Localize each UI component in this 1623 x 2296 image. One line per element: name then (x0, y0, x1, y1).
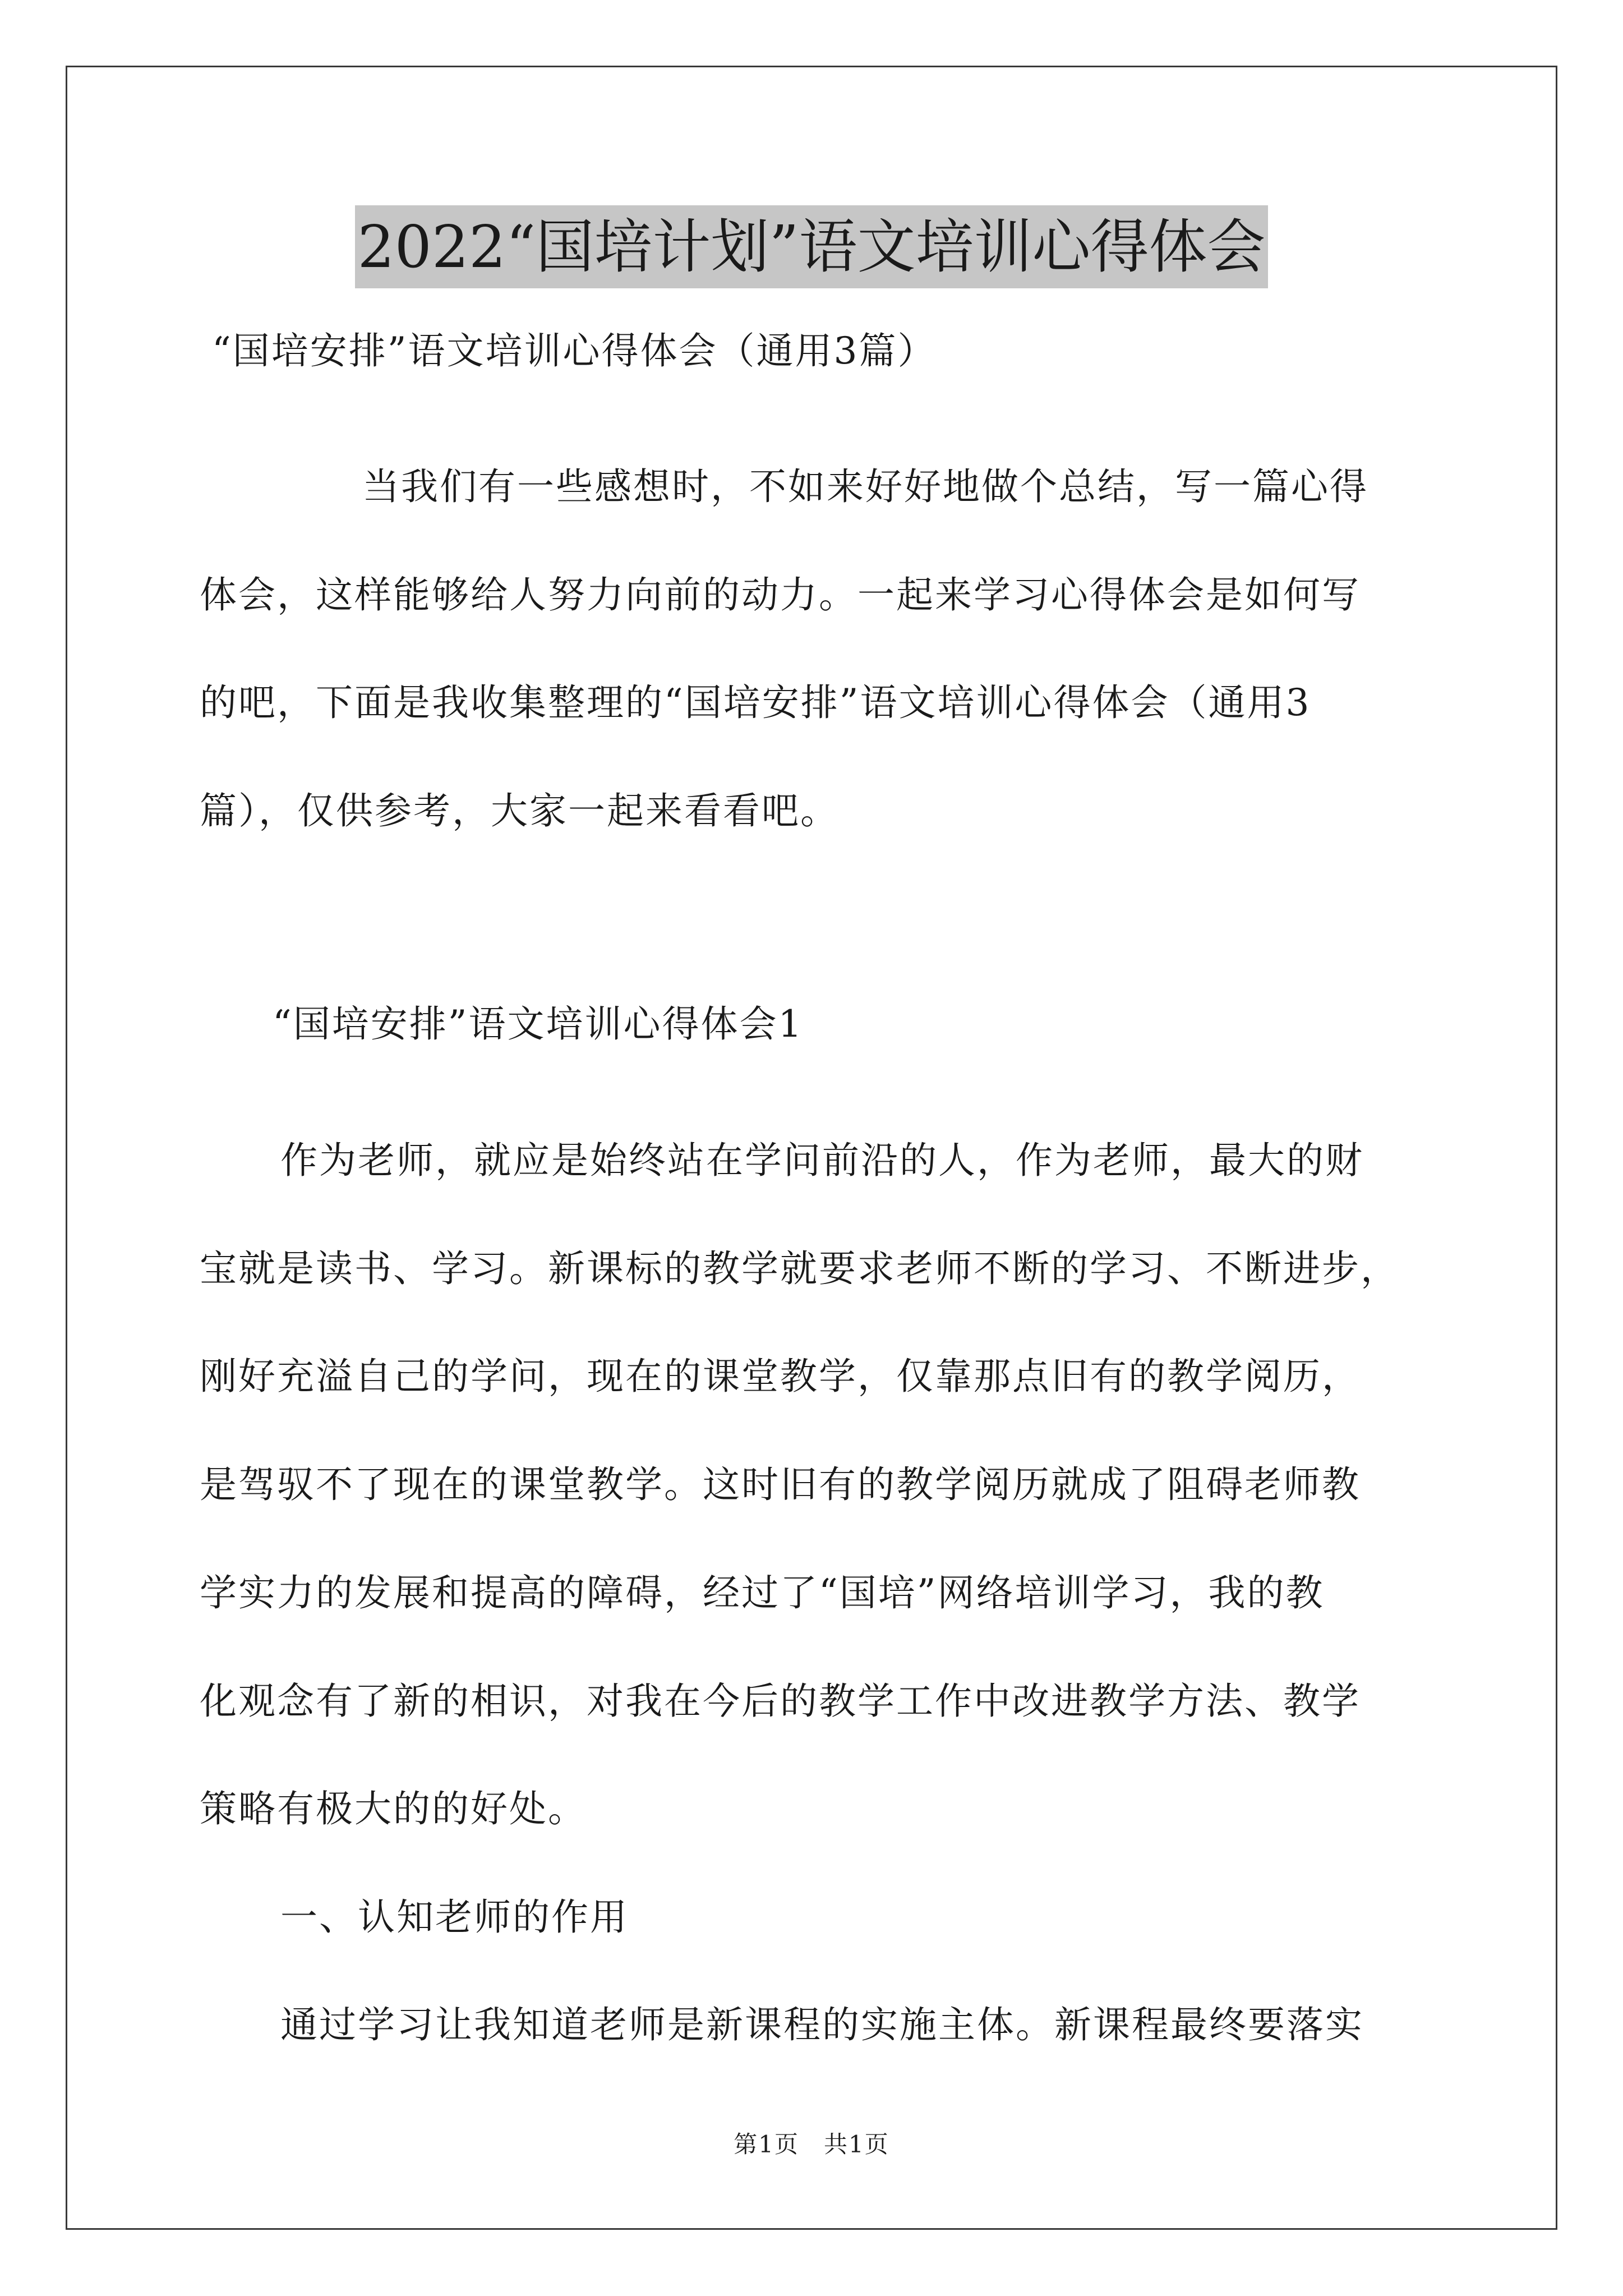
title-wrap (0, 205, 1623, 288)
intro-line-4: 篇），仅供参考，大家一起来看看吧。 (200, 789, 839, 832)
last-line: 通过学习让我知道老师是新课程的实施主体。新课程最终要落实 (280, 2003, 1364, 2046)
body-line-2: 宝就是读书、学习。新课标的教学就要求老师不断的学习、不断进步， (200, 1247, 1399, 1290)
body-line-5: 学实力的发展和提高的障碍，经过了“国培”网络培训学习，我的教 (200, 1571, 1325, 1614)
intro-line-1: 当我们有一些感想时，不如来好好地做个总结，写一篇心得 (362, 465, 1368, 508)
section-heading: “国培安排”语文培训心得体会1 (273, 1002, 804, 1046)
body-line-4: 是驾驭不了现在的课堂教学。这时旧有的教学阅历就成了阻碍老师教 (200, 1463, 1361, 1506)
body-line-7: 策略有极大的的好处。 (200, 1787, 587, 1830)
intro-line-3: 的吧，下面是我收集整理的“国培安排”语文培训心得体会（通用3 (200, 681, 1311, 724)
subheading: 一、认知老师的作用 (280, 1895, 629, 1939)
page-footer: 第1页 共1页 (734, 2131, 889, 2158)
subtitle-line: “国培安排”语文培训心得体会（通用3篇） (212, 329, 937, 372)
body-line-6: 化观念有了新的相识，对我在今后的教学工作中改进教学方法、教学 (200, 1680, 1361, 1723)
body-line-1: 作为老师，就应是始终站在学问前沿的人，作为老师，最大的财 (280, 1139, 1364, 1182)
body-line-3: 刚好充溢自己的学问，现在的课堂教学，仅靠那点旧有的教学阅历， (200, 1355, 1361, 1398)
intro-line-2: 体会，这样能够给人努力向前的动力。一起来学习心得体会是如何写 (200, 573, 1361, 616)
document-title: 2022“国培计划”语文培训心得体会 (355, 205, 1267, 288)
